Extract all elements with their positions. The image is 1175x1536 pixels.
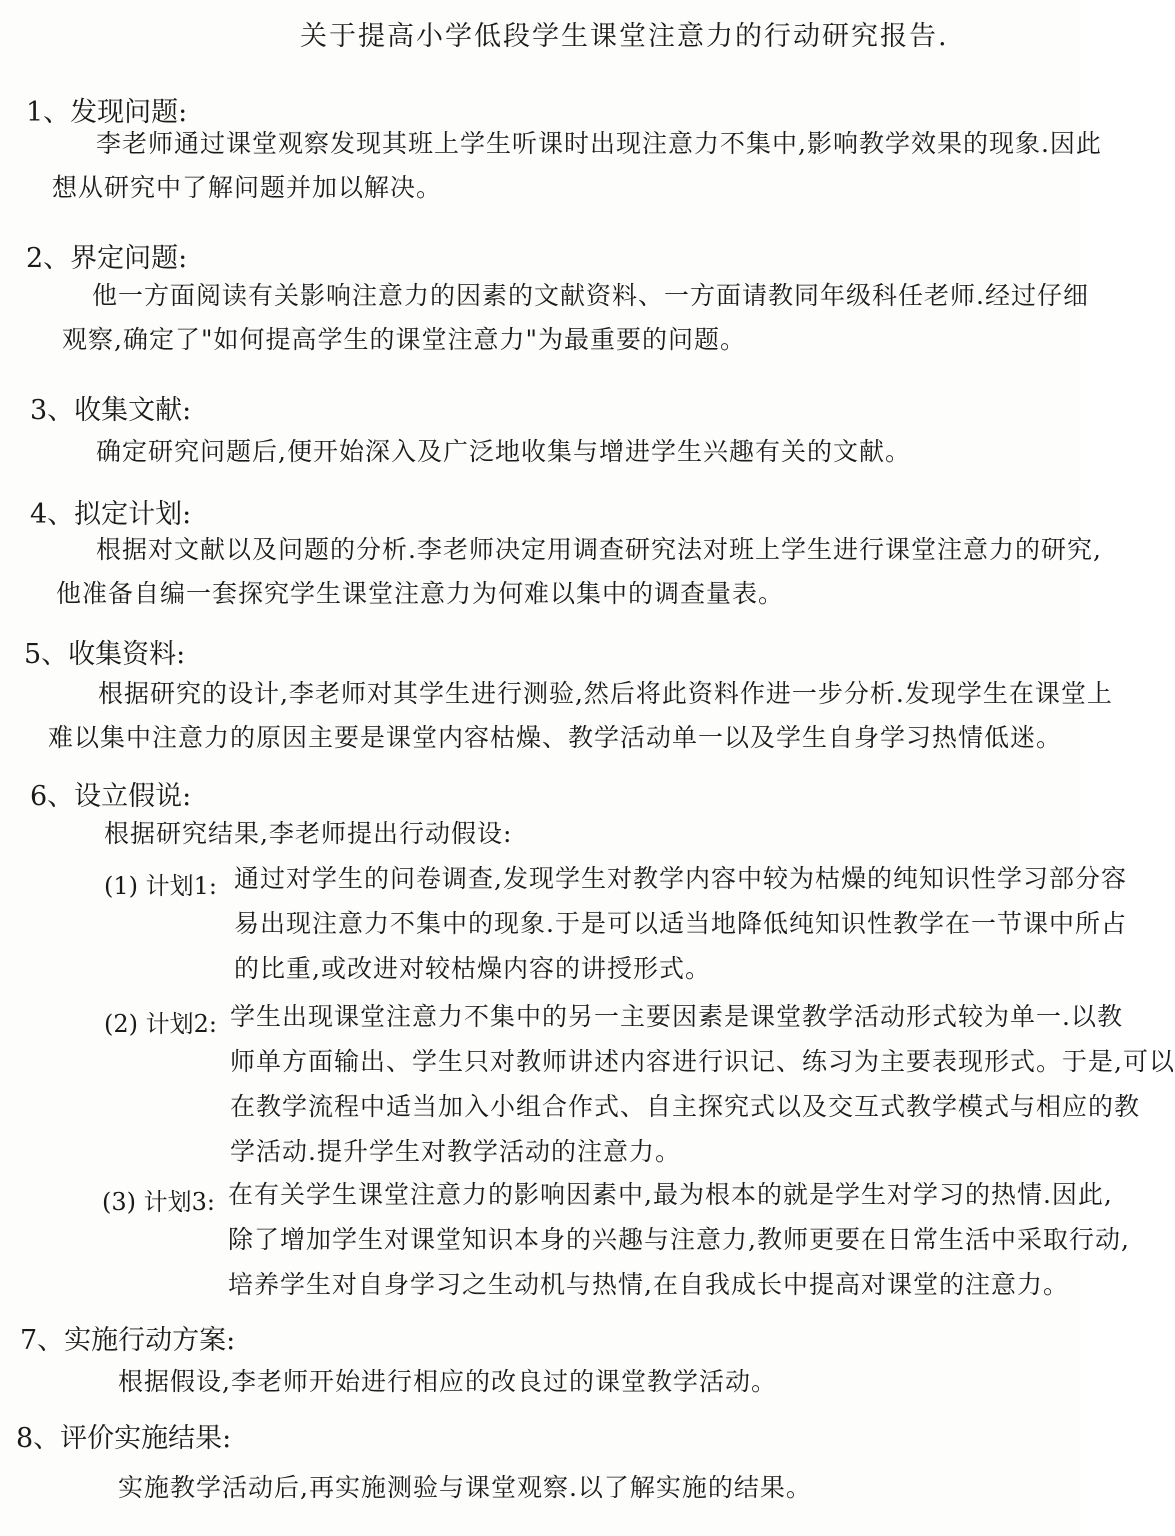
section-4-line-1: 根据对文献以及问题的分析.李老师决定用调查研究法对班上学生进行课堂注意力的研究,: [96, 535, 1102, 564]
plan-2-line-2: 师单方面输出、学生只对教师讲述内容进行识记、练习为主要表现形式。于是,可以: [230, 1047, 1175, 1076]
section-6-heading: 6、设立假说:: [30, 781, 192, 812]
plan-3-line-1: 在有关学生课堂注意力的影响因素中,最为根本的就是学生对学习的热情.因此,: [228, 1180, 1113, 1209]
section-1-body: [52, 122, 1102, 210]
section-5-line-2: 难以集中注意力的原因主要是课堂内容枯燥、教学活动单一以及学生自身学习热情低迷。: [48, 723, 1063, 752]
section-7-body: [118, 1360, 777, 1404]
section-5-body: [48, 672, 1113, 760]
report-title: 关于提高小学低段学生课堂注意力的行动研究报告.: [300, 21, 949, 52]
plan-2-line-4: 学活动.提升学生对教学活动的注意力。: [230, 1137, 681, 1166]
plan-3-line-3: 培养学生对自身学习之生动机与热情,在自我成长中提高对课堂的注意力。: [228, 1270, 1069, 1299]
section-2-body: [62, 274, 1089, 362]
section-7-heading: 7、实施行动方案:: [20, 1325, 236, 1356]
section-8-heading: 8、评价实施结果:: [16, 1423, 232, 1454]
plan-1-line-1: 通过对学生的问卷调查,发现学生对教学内容中较为枯燥的纯知识性学习部分容: [234, 864, 1127, 893]
plan-3-label: (3) 计划3:: [102, 1188, 215, 1216]
section-3-heading: 3、收集文献:: [30, 395, 192, 426]
section-8-line-1: 实施教学活动后,再实施测验与课堂观察.以了解实施的结果。: [118, 1473, 812, 1502]
plan-1-line-3: 的比重,或改进对较枯燥内容的讲授形式。: [234, 954, 711, 983]
plan-2-body: [230, 994, 1175, 1174]
plan-2-line-3: 在教学流程中适当加入小组合作式、自主探究式以及交互式教学模式与相应的教: [230, 1092, 1141, 1121]
section-4-body: [56, 528, 1102, 616]
section-5-line-1: 根据研究的设计,李老师对其学生进行测验,然后将此资料作进一步分析.发现学生在课堂上: [98, 679, 1113, 708]
section-1-heading: 1、发现问题:: [26, 97, 188, 128]
plan-2-label: (2) 计划2:: [104, 1010, 217, 1038]
plan-1-line-2: 易出现注意力不集中的现象.于是可以适当地降低纯知识性教学在一节课中所占: [234, 909, 1127, 938]
plan-1-body: [234, 856, 1127, 991]
plan-3-body: [228, 1172, 1130, 1307]
plan-1-label: (1) 计划1:: [104, 872, 217, 900]
section-2-line-2: 观察,确定了"如何提高学生的课堂注意力"为最重要的问题。: [62, 325, 746, 354]
section-1-line-2: 想从研究中了解问题并加以解决。: [52, 173, 443, 202]
plan-2-line-1: 学生出现课堂注意力不集中的另一主要因素是课堂教学活动形式较为单一.以教: [230, 1002, 1123, 1031]
section-7-line-1: 根据假设,李老师开始进行相应的改良过的课堂教学活动。: [118, 1367, 777, 1396]
section-6-line-1: 根据研究结果,李老师提出行动假设:: [104, 819, 513, 848]
section-2-heading: 2、界定问题:: [26, 243, 188, 274]
section-3-body: [96, 430, 911, 474]
section-4-line-2: 他准备自编一套探究学生课堂注意力为何难以集中的调查量表。: [56, 579, 785, 608]
section-8-body: [118, 1466, 812, 1510]
section-4-heading: 4、拟定计划:: [30, 499, 192, 530]
section-1-line-1: 李老师通过课堂观察发现其班上学生听课时出现注意力不集中,影响教学效果的现象.因此: [96, 129, 1102, 158]
plan-3-line-2: 除了增加学生对课堂知识本身的兴趣与注意力,教师更要在日常生活中采取行动,: [228, 1225, 1130, 1254]
section-5-heading: 5、收集资料:: [24, 639, 186, 670]
section-6-body: [104, 812, 512, 856]
section-2-line-1: 他一方面阅读有关影响注意力的因素的文献资料、一方面请教同年级科任老师.经过仔细: [92, 281, 1089, 310]
section-3-line-1: 确定研究问题后,便开始深入及广泛地收集与增进学生兴趣有关的文献。: [96, 437, 911, 466]
